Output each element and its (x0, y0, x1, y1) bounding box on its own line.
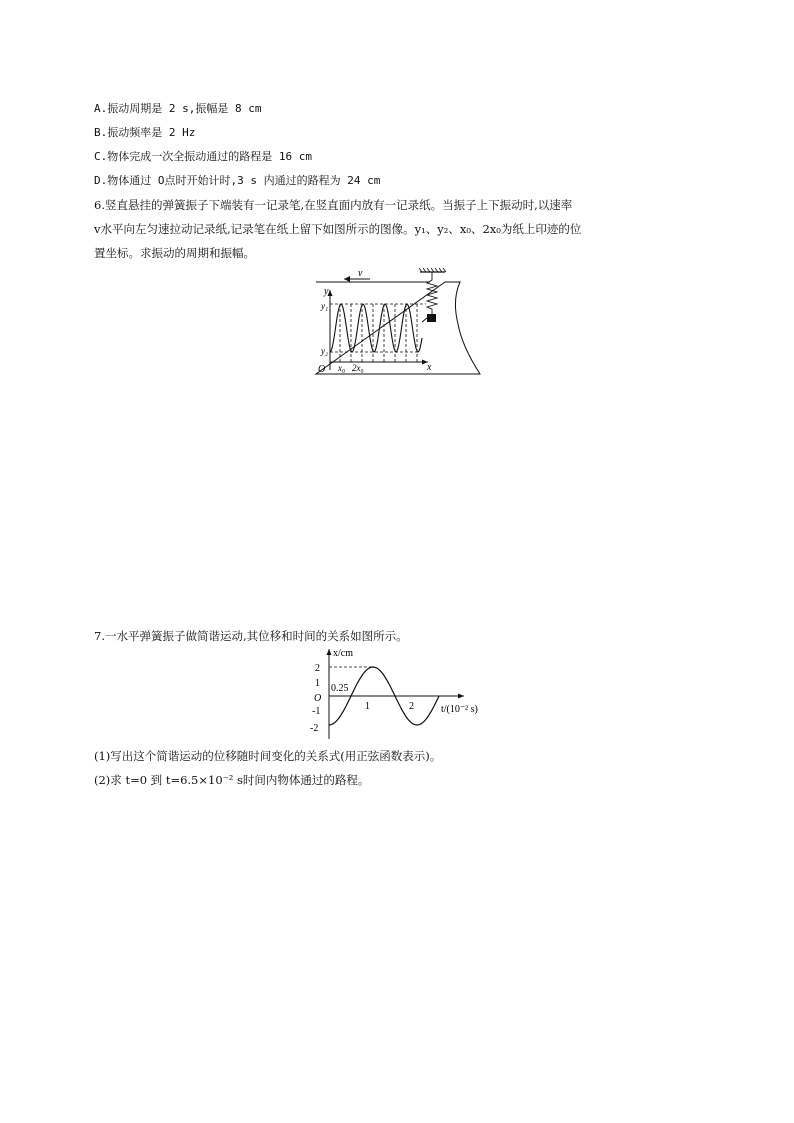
option-d: D.物体通过 O点时开始计时,3 s 内通过的路程为 24 cm (94, 174, 381, 187)
option-c: C.物体完成一次全振动通过的路程是 16 cm (94, 150, 312, 163)
mass-block (427, 314, 436, 322)
spring (427, 272, 437, 314)
origin-label: O (318, 364, 326, 375)
q7-y-axis-arrow (327, 649, 332, 655)
q7-chart (296, 644, 492, 744)
q7-xtick-1: 1 (365, 701, 370, 712)
q7-ytick-neg1: -1 (312, 706, 321, 717)
velocity-label: v (358, 268, 363, 279)
pen-trace (330, 304, 422, 352)
option-a: A.振动周期是 2 s,振幅是 8 cm (94, 102, 262, 115)
q7-xtick-2: 2 (409, 701, 414, 712)
q7-x-axis-arrow (458, 694, 464, 699)
q7-x-axis-label: t/(10⁻² s) (441, 704, 478, 715)
y2-label: y₂ (321, 346, 329, 356)
q7-origin: O (314, 693, 322, 704)
ceiling-hatch (419, 268, 446, 272)
q7-ytick-1: 1 (315, 678, 320, 689)
q7-annotation: 0.25 (331, 683, 349, 694)
q7-stem: 7.一水平弹簧振子做简谐运动,其位移和时间的关系如图所示。 (94, 629, 408, 643)
velocity-arrowhead (344, 276, 350, 282)
y-axis-label: y (324, 286, 329, 297)
pen (422, 318, 427, 322)
paper-outline (316, 282, 480, 374)
q7-ytick-neg2: -2 (310, 723, 319, 734)
q6-figure (312, 266, 484, 378)
y1-label: y₁ (321, 301, 329, 311)
q7-y-axis-label: x/cm (333, 648, 353, 659)
q7-part-1: (1)写出这个简谐运动的位移随时间变化的关系式(用正弦函数表示)。 (94, 749, 442, 763)
q6-line-1 (94, 197, 572, 213)
option-b: B.振动频率是 2 Hz (94, 126, 196, 139)
q6-text-1: 6.竖直悬挂的弹簧振子下端装有一记录笔,在竖直面内放有一记录纸。当振子上下振动时,以速率 (94, 198, 573, 212)
x-axis-label: x (427, 362, 432, 373)
x0-label: x₀ (338, 363, 346, 373)
2x0-label: 2x₀ (352, 363, 364, 373)
q7-ytick-2: 2 (315, 663, 320, 674)
q7-part-2: (2)求 t=0 到 t=6.5×10⁻² s时间内物体通过的路程。 (94, 773, 370, 787)
q6-line-2: v水平向左匀速拉动记录纸,记录笔在纸上留下如图所示的图像。y₁、y₂、x₀、2x₀为纸上印迹的位 (94, 222, 582, 236)
q6-line-3: 置坐标。求振动的周期和振幅。 (94, 246, 255, 260)
